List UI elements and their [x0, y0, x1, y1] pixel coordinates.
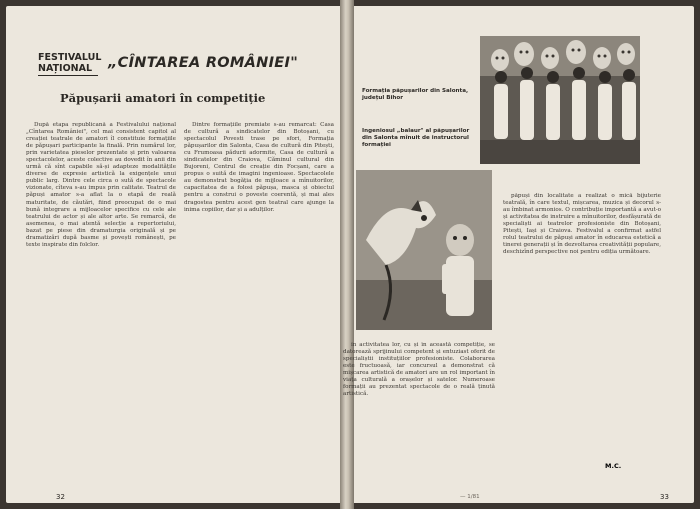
- issue-mark: — 1/81: [460, 494, 480, 500]
- left-column-2-text: Dintre formațiile premiate s-au remarcat: Casa de cultură a sindicatelor din Botoșani, cu spectacolul Povesti trase pe sfori, Formația păpușarilor din Salonta, Casa de cultură din Pitești, cu Frumoasa pădurii adormite, Casa de cultură a sindicatelor din Craiova, Căminul cultural din Bujoreni, Centrul de creație din Focșani, care a propus o suită de imagini ingenioase. Spectacolele au demonstrat bogăția de mijloace a mînuitorilor, capacitatea de a folosi păpușa, masca și obiectul pentru a construi o poveste coerentă, și mai ales dragostea pentru acest gen teatral care ajunge la inima copiilor, dar și a adulților.: [184, 122, 334, 213]
- caption-group-photo: Formația păpușarilor din Salonta, județul Bihor: [362, 88, 469, 101]
- article-subtitle: Păpușarii amatori în competiție: [60, 91, 266, 105]
- kicker-line-1: FESTIVALUL: [38, 52, 102, 63]
- kicker-line-2: NAȚIONAL: [38, 63, 93, 74]
- author-signature: M.C.: [605, 462, 622, 470]
- festival-title: „CÎNTAREA ROMÂNIEI": [108, 55, 299, 71]
- photo-puppeteers-group: [480, 36, 640, 164]
- right-column-2-text: păpuși din localitate a realizat o mică bijuterie teatrală, în care textul, mișcarea, muzica și decorul s-au îmbinat armonios. O contribuție importantă a avut-o și activitatea de instruire a mînuitorilor, desfășurată de specialiști ai teatrelor profesioniste din Botoșani, Pitești, Iași și Craiova. Festivalul a confirmat astfel rolul teatrului de păpuși amator în educarea estetică a tinerei generații și în dezvoltarea creativității populare, deschizînd perspective noi pentru ediția următoare.: [503, 193, 661, 256]
- page-number-right: 33: [660, 493, 669, 501]
- left-column-2: [184, 122, 334, 494]
- right-column-1: [343, 342, 495, 492]
- page-number-left: 32: [56, 493, 65, 501]
- left-column-1-text: După etapa republicană a Festivalului național „Cîntarea României", cel mai consistent capitol al creației teatrale de amatori îl constituie formațiile de păpușari participante la finală. Prin numărul lor, prin varietatea pieselor prezentate și prin valoarea spectacolelor, aceste colective au dovedit în anii din urmă că sînt capabile să-și adapteze modalitățile diverse de expresie artistică la exigențele unui public larg. Dintre cele circa o sută de spectacole vizionate, cîteva s-au impus prin calitate. Teatrul de păpuși amator s-a aflat la o etapă de reală maturitate, de căutări, fiind preocupat de o mai bună integrare a mijloacelor specifice cu cele ale teatrului de actor și ale altor arte. Se remarcă, de asemenea, o mai atentă selecție a repertoriului, bazat pe piese din dramaturgia originală și pe dramatizări după basme și povești românești, pe texte inspirate din folclor.: [26, 122, 176, 248]
- right-column-2: [503, 193, 661, 483]
- photo-dragon-puppet: [356, 170, 492, 330]
- festival-kicker: [38, 52, 102, 76]
- right-column-1-text: în activitatea lor, cu și în această competiție, se datorează sprijinului competent și entuziast oferit de specialiștii instituțiilor profesioniste. Colaborarea este fructuoasă, iar concursul a demonstrat că mișcarea artistică de amatori are un rol important în viața culturală a orașelor și satelor. Numeroase formații au prezentat spectacole de o reală ținută artistică.: [343, 342, 495, 398]
- caption-dragon-photo: Ingeniosul „balaur" al păpușarilor din Salonta mînuit de instructorul formației: [362, 128, 470, 148]
- left-column-1: [26, 122, 176, 494]
